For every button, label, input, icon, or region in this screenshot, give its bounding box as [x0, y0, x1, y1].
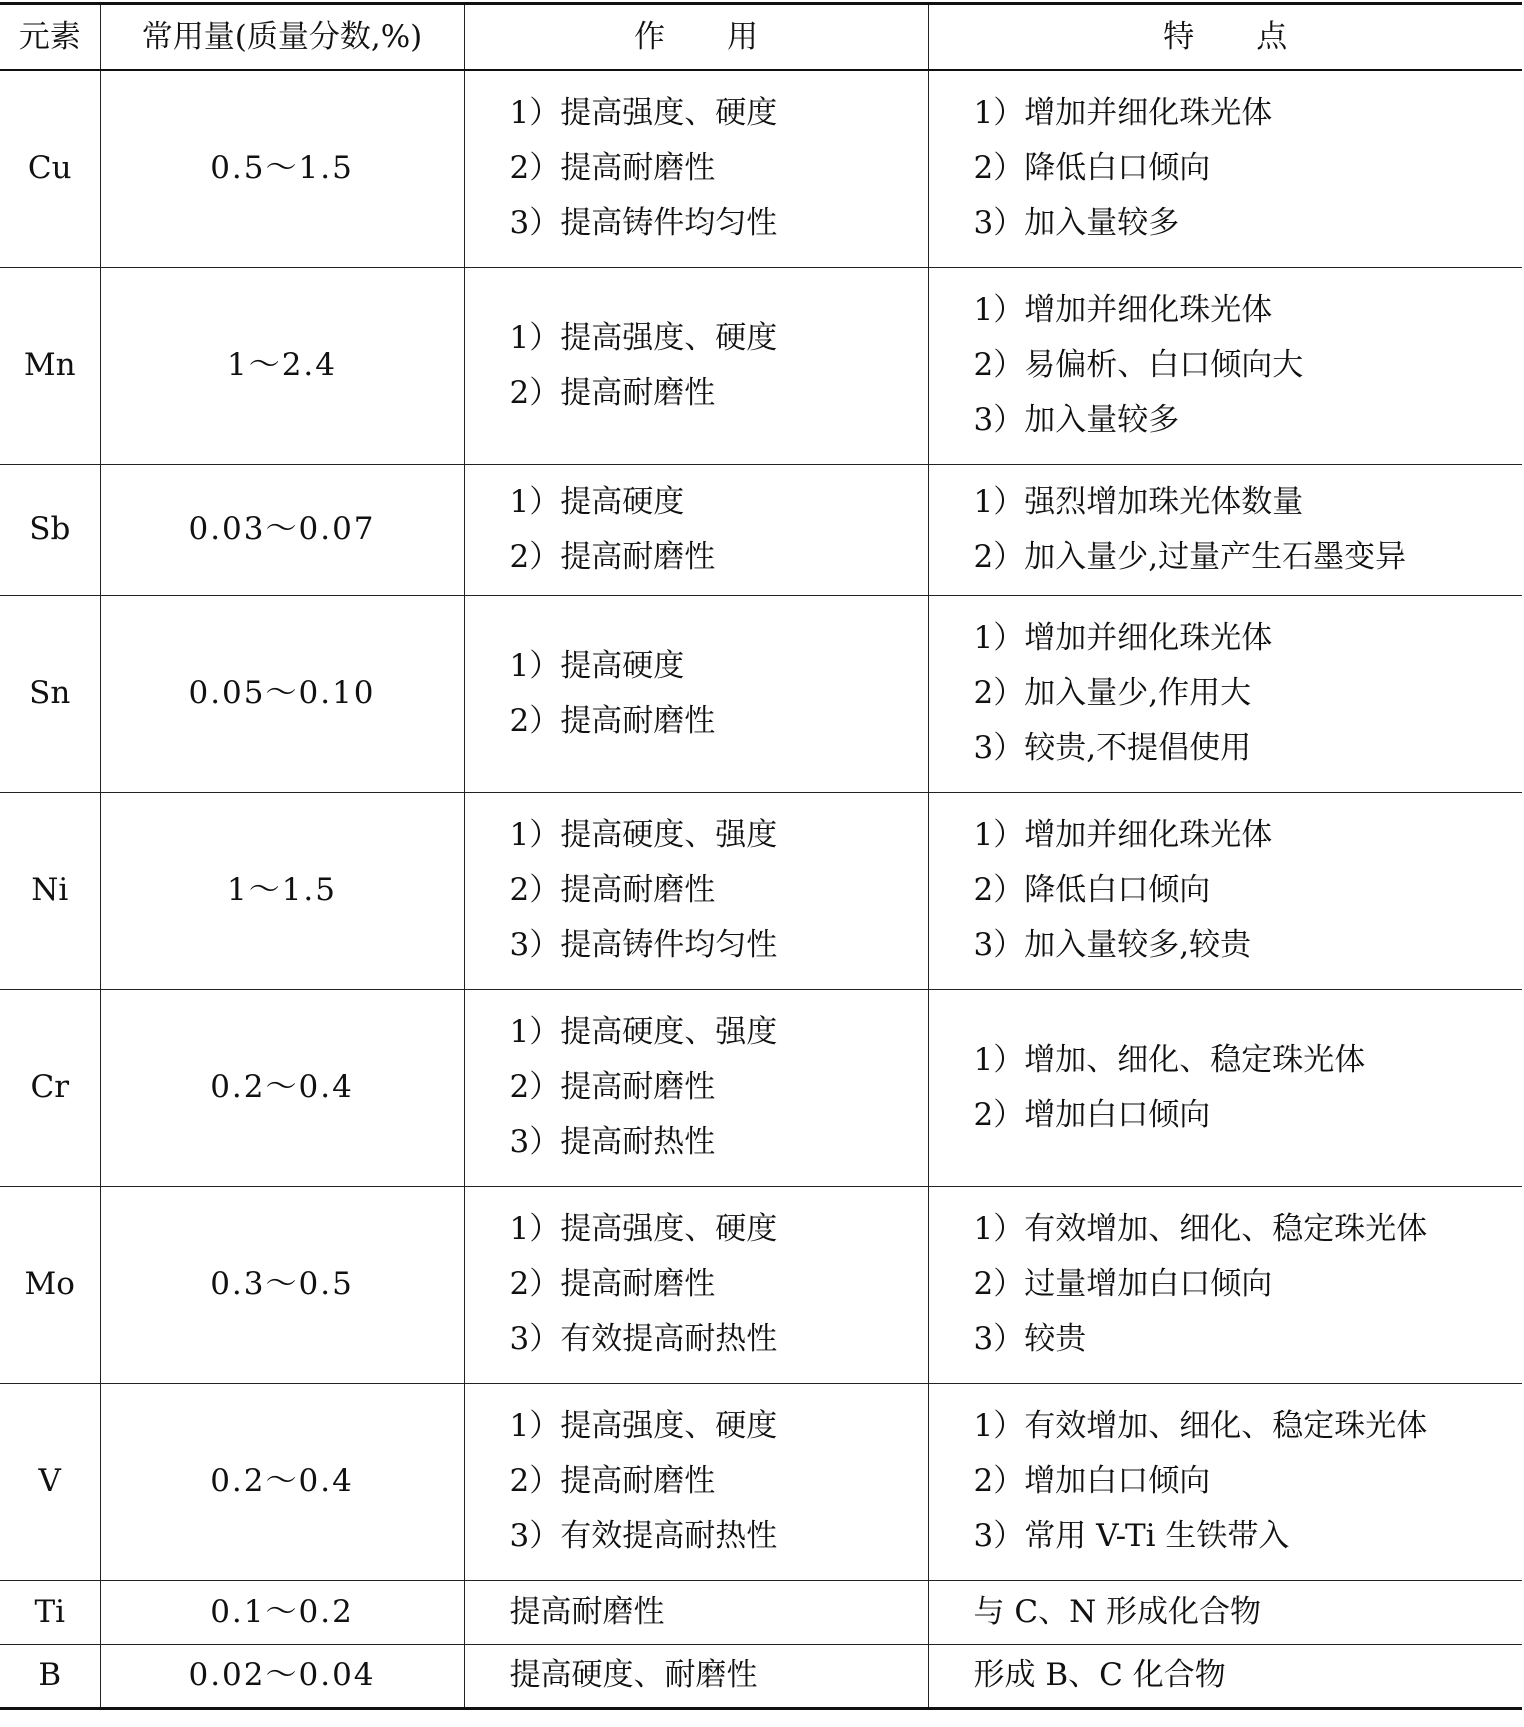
amount-cell: 0.02～0.04 — [100, 1644, 464, 1708]
feature-line: 3）常用 V-Ti 生铁带入 — [973, 1518, 1290, 1554]
feature-line: 2）过量增加白口倾向 — [973, 1266, 1273, 1302]
feature-line: 1）增加并细化珠光体 — [973, 292, 1273, 328]
feature-cell — [928, 989, 1522, 1186]
amount-cell: 1～1.5 — [100, 792, 464, 989]
effect-line: 1）提高强度、硬度 — [509, 1211, 778, 1247]
feature-line: 1）增加、细化、稳定珠光体 — [973, 1041, 1366, 1078]
amount-cell: 0.3～0.5 — [100, 1186, 464, 1383]
header-feature: 特 点 — [928, 4, 1522, 71]
feature-cell — [928, 1580, 1522, 1644]
feature-line: 2）加入量少,作用大 — [973, 675, 1252, 711]
table-row — [0, 989, 1522, 1186]
effect-cell — [464, 70, 928, 267]
effect-cell — [464, 1644, 928, 1708]
feature-line: 2）降低白口倾向 — [973, 150, 1211, 187]
feature-line: 3）较贵 — [973, 1321, 1087, 1357]
element-cell: Mn — [0, 267, 100, 464]
feature-line: 2）增加白口倾向 — [973, 1096, 1211, 1133]
element-cell: B — [0, 1644, 100, 1708]
table-row — [0, 792, 1522, 989]
table-row — [0, 595, 1522, 792]
feature-line: 1）有效增加、细化、稳定珠光体 — [973, 1211, 1428, 1247]
feature-cell — [928, 464, 1522, 595]
effect-line: 1）提高强度、硬度 — [509, 95, 778, 132]
feature-line: 1）增加并细化珠光体 — [973, 817, 1273, 853]
effect-line: 2）提高耐磨性 — [509, 1463, 716, 1499]
amount-cell: 0.5～1.5 — [100, 70, 464, 267]
effect-line: 2）提高耐磨性 — [509, 374, 716, 411]
feature-line: 1）增加并细化珠光体 — [973, 620, 1273, 656]
effect-cell — [464, 595, 928, 792]
element-cell: Ti — [0, 1580, 100, 1644]
table-row — [0, 267, 1522, 464]
feature-line: 1）增加并细化珠光体 — [973, 95, 1273, 132]
effect-line: 1）提高硬度、强度 — [509, 817, 778, 853]
header-element: 元素 — [0, 4, 100, 71]
feature-line: 3）加入量较多 — [973, 205, 1180, 242]
effect-line: 2）提高耐磨性 — [509, 1266, 716, 1302]
amount-cell: 0.03～0.07 — [100, 464, 464, 595]
effect-line: 3）有效提高耐热性 — [509, 1518, 778, 1554]
feature-line: 2）易偏析、白口倾向大 — [973, 347, 1304, 383]
effect-cell — [464, 989, 928, 1186]
feature-line: 2）增加白口倾向 — [973, 1463, 1211, 1499]
feature-line: 与 C、N 形成化合物 — [973, 1593, 1262, 1630]
feature-line: 2）降低白口倾向 — [973, 872, 1211, 908]
effect-cell — [464, 1383, 928, 1580]
feature-cell — [928, 1644, 1522, 1708]
element-cell: Sn — [0, 595, 100, 792]
feature-cell — [928, 70, 1522, 267]
effect-line: 3）提高耐热性 — [509, 1124, 716, 1160]
feature-cell — [928, 1186, 1522, 1383]
amount-cell: 1～2.4 — [100, 267, 464, 464]
effect-line: 3）有效提高耐热性 — [509, 1321, 778, 1357]
feature-cell — [928, 595, 1522, 792]
table-row — [0, 464, 1522, 595]
effect-line: 1）提高硬度 — [509, 483, 685, 520]
element-cell: Cr — [0, 989, 100, 1186]
table-row — [0, 1580, 1522, 1644]
effect-line: 3）提高铸件均匀性 — [509, 927, 778, 963]
effect-line: 提高硬度、耐磨性 — [509, 1657, 758, 1693]
effect-line: 2）提高耐磨性 — [509, 1069, 716, 1105]
element-cell: Sb — [0, 464, 100, 595]
feature-cell — [928, 792, 1522, 989]
feature-line: 2）加入量少,过量产生石墨变异 — [973, 538, 1407, 575]
table-row — [0, 1644, 1522, 1708]
effect-line: 1）提高强度、硬度 — [509, 1408, 778, 1444]
element-cell: Ni — [0, 792, 100, 989]
effect-line: 3）提高铸件均匀性 — [509, 205, 778, 242]
alloy-element-table — [0, 2, 1522, 1710]
effect-cell — [464, 267, 928, 464]
feature-line: 3）加入量较多 — [973, 402, 1180, 438]
effect-line: 1）提高硬度 — [509, 647, 685, 684]
feature-line: 3）较贵,不提倡使用 — [973, 730, 1252, 766]
effect-line: 1）提高强度、硬度 — [509, 319, 778, 356]
table-row — [0, 1186, 1522, 1383]
effect-line: 提高耐磨性 — [509, 1593, 665, 1630]
effect-line: 2）提高耐磨性 — [509, 538, 716, 575]
table-row — [0, 1383, 1522, 1580]
element-cell: V — [0, 1383, 100, 1580]
feature-line: 3）加入量较多,较贵 — [973, 927, 1252, 963]
effect-cell — [464, 1186, 928, 1383]
amount-cell: 0.05～0.10 — [100, 595, 464, 792]
element-cell: Cu — [0, 70, 100, 267]
effect-line: 2）提高耐磨性 — [509, 872, 716, 908]
feature-line: 形成 B、C 化合物 — [973, 1657, 1226, 1693]
amount-cell: 0.2～0.4 — [100, 989, 464, 1186]
table-header-row — [0, 4, 1522, 71]
effect-cell — [464, 792, 928, 989]
effect-line: 2）提高耐磨性 — [509, 702, 716, 739]
feature-line: 1）有效增加、细化、稳定珠光体 — [973, 1408, 1428, 1444]
effect-line: 1）提高硬度、强度 — [509, 1014, 778, 1050]
amount-cell: 0.1～0.2 — [100, 1580, 464, 1644]
header-amount: 常用量(质量分数,%) — [100, 4, 464, 71]
element-cell: Mo — [0, 1186, 100, 1383]
amount-cell: 0.2～0.4 — [100, 1383, 464, 1580]
header-effect: 作 用 — [464, 4, 928, 71]
effect-line: 2）提高耐磨性 — [509, 150, 716, 187]
effect-cell — [464, 1580, 928, 1644]
effect-cell — [464, 464, 928, 595]
feature-cell — [928, 267, 1522, 464]
table-row — [0, 70, 1522, 267]
table-body — [0, 70, 1522, 1708]
feature-cell — [928, 1383, 1522, 1580]
feature-line: 1）强烈增加珠光体数量 — [973, 483, 1304, 520]
